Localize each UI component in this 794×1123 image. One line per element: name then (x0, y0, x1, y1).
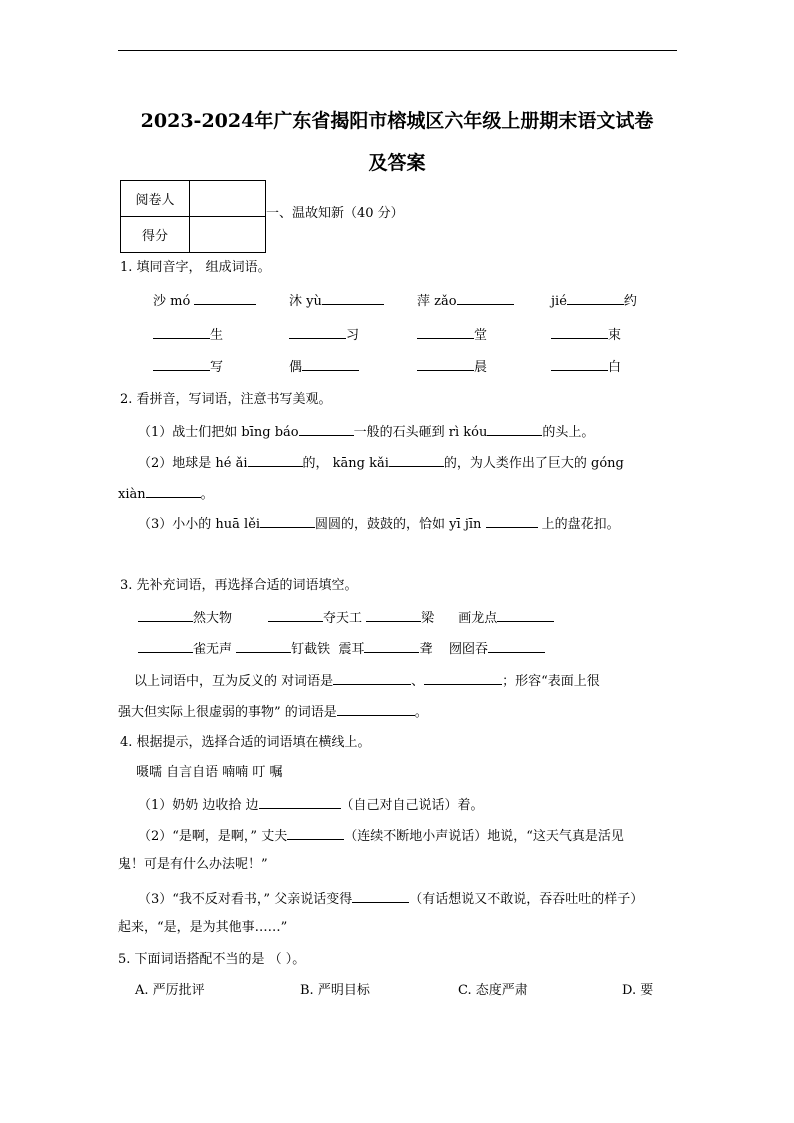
blank[interactable] (352, 889, 409, 903)
q2-sentence-3: （3）小小的 huā lěi 圆圆的，鼓鼓的，恰如 yī jīn 上的盘花扣。 (138, 514, 620, 534)
blank[interactable] (138, 639, 193, 653)
doc-title-line2: 及答案 (368, 152, 426, 174)
blank[interactable] (146, 484, 201, 498)
blank[interactable] (236, 639, 291, 653)
q1-title: 1. 填同音字， 组成词语。 (120, 260, 271, 275)
q1-item: 堂 (417, 325, 487, 345)
blank[interactable] (417, 325, 474, 339)
blank[interactable] (287, 826, 344, 840)
blank[interactable] (366, 608, 421, 622)
q1-item: 白 (551, 357, 621, 377)
blank[interactable] (322, 291, 384, 305)
blank[interactable] (153, 325, 210, 339)
score-cell[interactable] (190, 217, 266, 253)
q5-option-a[interactable]: A. 严厉批评 (135, 983, 205, 998)
blank[interactable] (497, 608, 554, 622)
blank[interactable] (487, 422, 542, 436)
q1-item: 生 (153, 325, 223, 345)
score-label: 得分 (121, 217, 190, 253)
q1-item: 沙 mó (153, 291, 256, 311)
reviewer-label: 阅卷人 (121, 181, 190, 217)
blank[interactable] (364, 639, 419, 653)
q4-sentence-3: （3）“我不反对看书，” 父亲说话变得 （有话想说又不敢说，吞吞吐吐的样子） (138, 889, 643, 909)
blank[interactable] (551, 325, 608, 339)
header-rule (118, 50, 677, 51)
q3-question-cont: 强大但实际上很虚弱的事物” 的词语是 。 (118, 702, 428, 722)
q2-title: 2. 看拼音，写词语，注意书写美观。 (120, 392, 332, 407)
q4-title: 4. 根据提示，选择合适的词语填在横线上。 (120, 735, 371, 750)
q4-sentence-2: （2）“是啊，是啊，” 丈夫 （连续不断地小声说话）地说，“这天气真是活见 (138, 826, 624, 846)
q1-item: 晨 (417, 357, 487, 377)
q3-title: 3. 先补充词语，再选择合适的词语填空。 (120, 578, 358, 593)
section-heading: 一、温故知新（40 分） (266, 206, 404, 221)
q1-item: 写 (153, 357, 223, 377)
q3-idioms-row2: 雀无声 钉截铁 震耳 聋 囫囵吞 (138, 639, 545, 659)
blank[interactable] (389, 453, 444, 467)
blank[interactable] (486, 514, 538, 528)
q3-idioms-row1: 然大物 夺天工 梁 画龙点 (138, 608, 554, 628)
q5-title: 5. 下面词语搭配不当的是 （ ）。 (118, 952, 306, 967)
doc-title: 2023-2024年广东省揭阳市榕城区六年级上册期末语文试卷 (140, 110, 654, 132)
q2-sentence-1: （1）战士们把如 bīng báo 一般的石头砸到 rì kóu 的头上。 (138, 422, 594, 442)
q1-item: 习 (289, 325, 359, 345)
q4-sentence-3-cont: 起来，“是，是为其他事……” (118, 920, 288, 935)
blank[interactable] (289, 325, 346, 339)
q5-option-c[interactable]: C. 态度严肃 (458, 983, 528, 998)
blank[interactable] (138, 608, 193, 622)
blank[interactable] (457, 291, 514, 305)
q2-sentence-2: （2）地球是 hé ǎi 的， kāng kǎi 的，为人类作出了巨大的 góng (138, 453, 624, 473)
blank[interactable] (153, 357, 210, 371)
blank[interactable] (259, 795, 341, 809)
q1-item: 偶 (289, 357, 359, 377)
blank[interactable] (299, 422, 354, 436)
q1-item: jié 约 (551, 291, 637, 311)
blank[interactable] (333, 671, 411, 685)
blank[interactable] (194, 291, 256, 305)
blank[interactable] (424, 671, 502, 685)
q2-sentence-2-cont: xiàn 。 (118, 484, 214, 504)
blank[interactable] (248, 453, 303, 467)
score-table (120, 180, 266, 253)
q3-question: 以上词语中，互为反义的 对词语是 、 ；形容“表面上很 (134, 671, 600, 691)
q5-option-b[interactable]: B. 严明目标 (300, 983, 370, 998)
reviewer-cell[interactable] (190, 181, 266, 217)
blank[interactable] (337, 702, 415, 716)
q1-item: 萍 zǎo (417, 291, 514, 311)
q4-sentence-1: （1）奶奶 边收拾 边 （自己对自己说话）着。 (138, 795, 484, 815)
blank[interactable] (551, 357, 608, 371)
q4-word-bank: 嗫嚅 自言自语 喃喃 叮 嘱 (136, 765, 283, 780)
blank[interactable] (260, 514, 315, 528)
blank[interactable] (417, 357, 474, 371)
blank[interactable] (488, 639, 545, 653)
q1-item: 沐 yù (289, 291, 384, 311)
blank[interactable] (268, 608, 323, 622)
blank[interactable] (567, 291, 624, 305)
q4-sentence-2-cont: 鬼！可是有什么办法呢！” (118, 857, 268, 872)
q5-option-d[interactable]: D. 要 (622, 983, 654, 998)
q1-item: 束 (551, 325, 621, 345)
blank[interactable] (302, 357, 359, 371)
